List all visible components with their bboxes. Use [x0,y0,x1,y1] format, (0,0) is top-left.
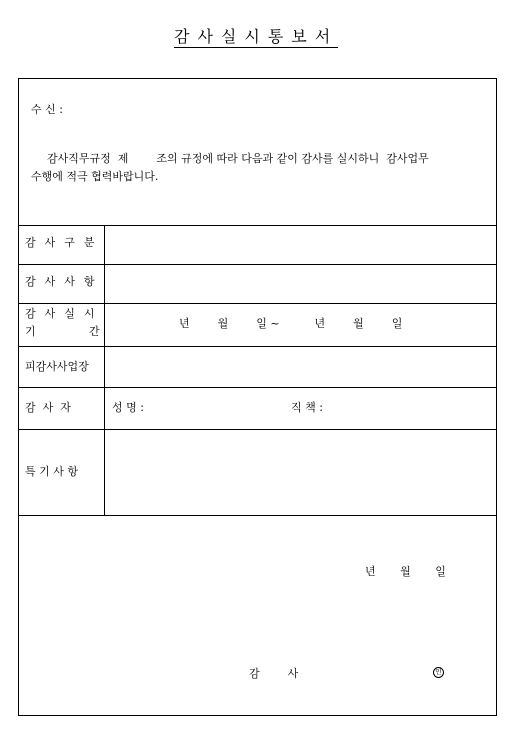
intro-line-1: 감사직무규정 제 조의 규정에 따라 다음과 같이 감사를 실시하니 감사업무 [47,152,429,165]
divider [19,387,496,388]
audit-period-label-2b: 간 [89,325,100,338]
divider [19,303,496,304]
audit-period-label-1: 감사실시 [25,307,104,320]
position-label: 직 책 : [291,401,323,414]
signer-label: 감 사 [249,667,299,680]
document-title: 감사실시통보서 [174,27,339,46]
remarks-label: 특 기 사 항 [25,465,78,478]
auditee-site-label: 피감사사업장 [25,360,89,373]
divider [19,346,496,347]
intro-line-2: 수행에 적극 협력바랍니다. [31,170,159,183]
audit-items-label: 감사사항 [25,275,104,288]
divider [19,264,496,265]
audit-period-value: 년 월 일 ~ 년 월 일 [179,317,403,330]
seal-mark: 인 [433,667,444,678]
name-label: 성 명 : [112,401,144,414]
auditor-label: 감 사 자 [25,401,71,414]
divider [19,429,496,430]
column-divider [104,225,105,515]
divider [19,515,496,516]
recipient-label: 수 신 : [31,103,63,116]
footer-date: 년 월 일 [365,565,446,578]
audit-type-label: 감사구분 [25,236,104,249]
notice-form [18,78,497,716]
audit-period-label-2a: 기 [25,325,36,338]
divider [19,225,496,226]
